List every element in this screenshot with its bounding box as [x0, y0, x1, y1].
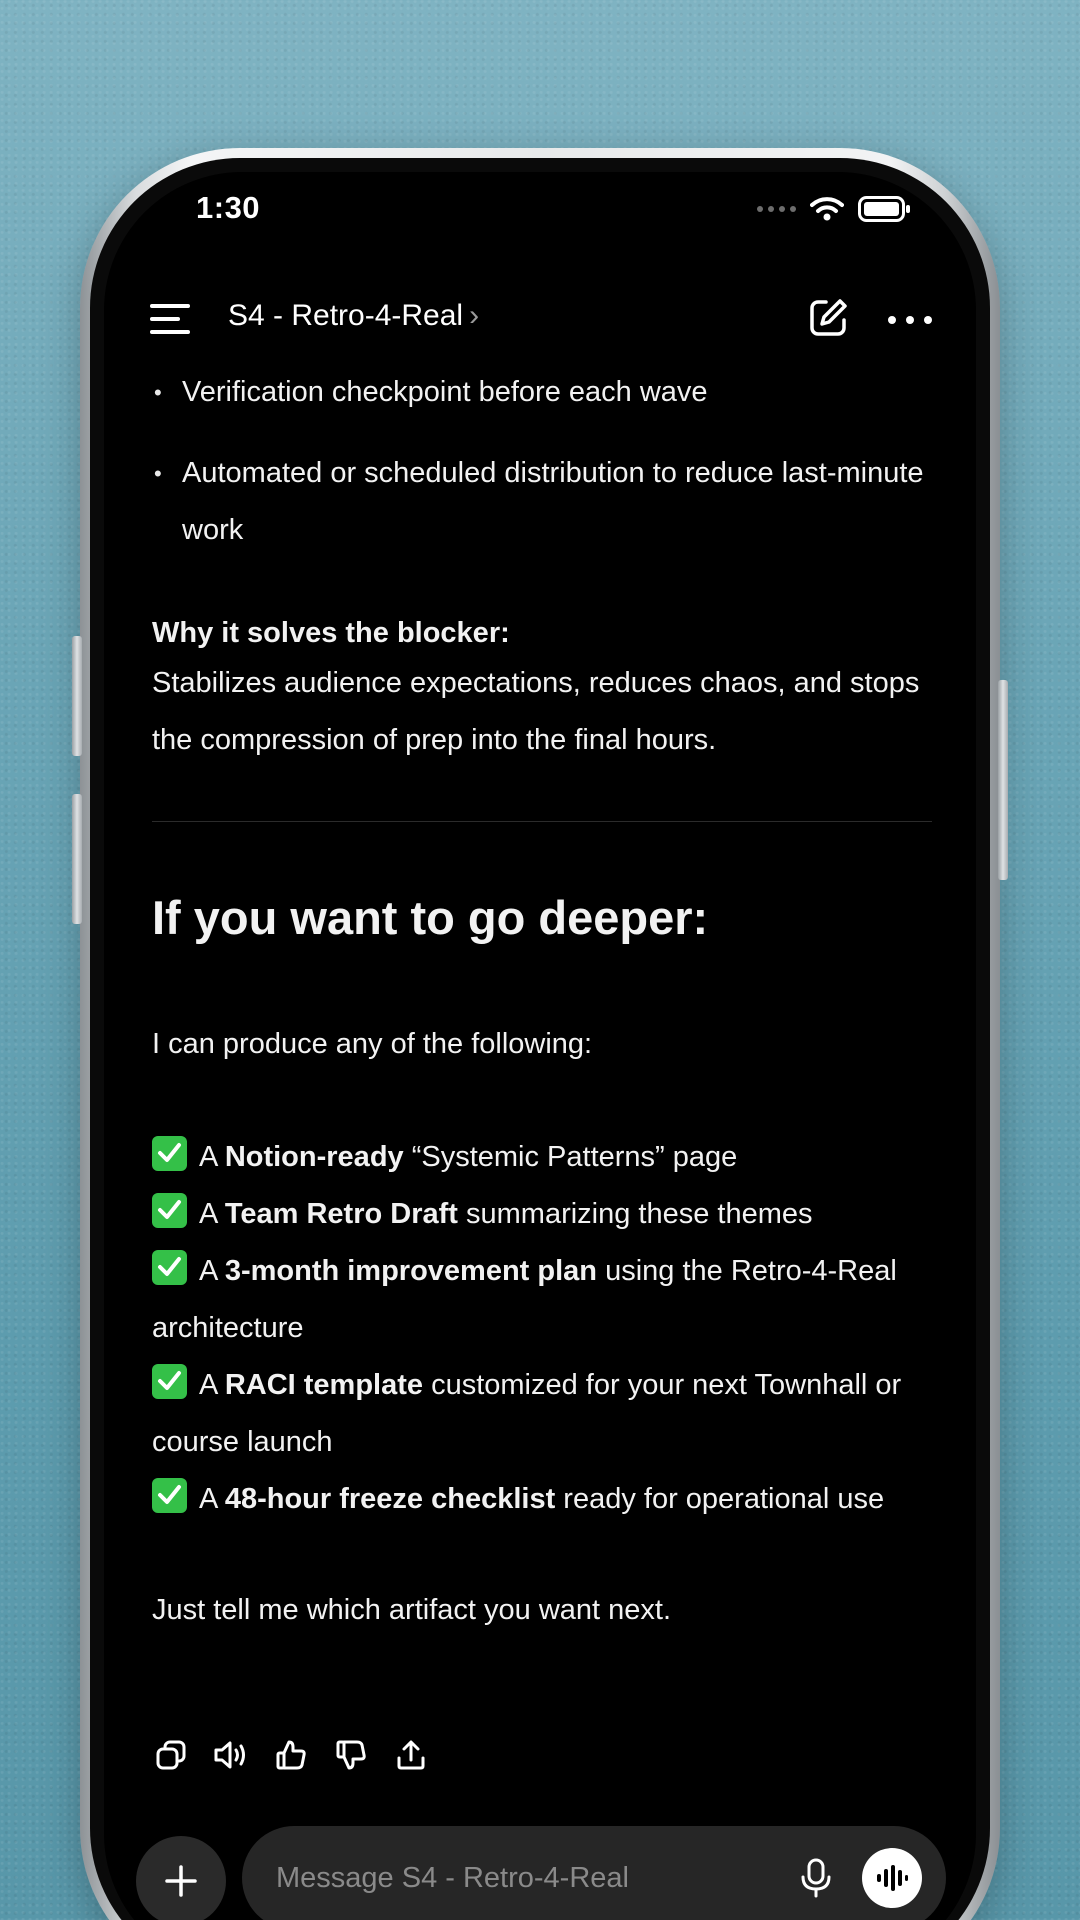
check-mark-icon [152, 1364, 187, 1399]
chevron-right-icon: › [469, 299, 480, 332]
side-button-silent [72, 636, 82, 756]
message-actions [152, 1736, 430, 1774]
wifi-icon [810, 196, 844, 222]
status-bar [104, 172, 976, 272]
new-chat-compose-icon[interactable] [806, 296, 850, 340]
option-prefix: A [199, 1483, 225, 1515]
status-time: 1:30 [196, 190, 261, 225]
chat-header [104, 272, 976, 368]
copy-icon[interactable] [152, 1736, 190, 1774]
option-bold: 3-month improvement plan [224, 1255, 598, 1287]
intro-text: I can produce any of the following: [152, 1028, 593, 1060]
thumbs-up-icon[interactable] [272, 1736, 310, 1774]
message-input[interactable] [274, 1852, 758, 1904]
why-block [152, 611, 932, 769]
check-mark-icon [152, 1193, 187, 1228]
option-prefix: A [199, 1141, 225, 1173]
assistant-message [152, 364, 932, 1639]
bullet-list [152, 364, 932, 559]
option-item [152, 1243, 932, 1357]
read-aloud-icon[interactable] [212, 1736, 250, 1774]
list-item: • Automated or scheduled distribution to reduce last-minute work [152, 445, 932, 559]
closing-text: Just tell me which artifact you want next. [152, 1594, 671, 1626]
voice-mode-button[interactable] [862, 1848, 922, 1908]
why-heading: Why it solves the blocker: [152, 617, 510, 649]
option-bold: 48-hour freeze checklist [224, 1483, 556, 1515]
option-bold: RACI template [224, 1369, 424, 1401]
option-rest: customized for your next Townhall or course launch [152, 1369, 902, 1458]
thumbs-down-icon[interactable] [332, 1736, 370, 1774]
cellular-signal-icon [757, 206, 796, 212]
message-composer [242, 1826, 946, 1920]
plus-icon [164, 1864, 198, 1898]
add-attachment-button[interactable] [136, 1836, 226, 1920]
status-icons [757, 196, 912, 222]
list-item: • Verification checkpoint before each wave [152, 364, 932, 421]
microphone-icon[interactable] [794, 1856, 838, 1900]
option-item [152, 1129, 932, 1186]
sidebar-menu-icon[interactable] [150, 302, 190, 336]
option-prefix: A [199, 1369, 225, 1401]
audio-waveform-icon [875, 1863, 909, 1893]
check-mark-icon [152, 1136, 187, 1171]
option-item [152, 1186, 932, 1243]
option-bold: Team Retro Draft [224, 1198, 458, 1230]
side-button-power [998, 680, 1008, 880]
option-prefix: A [199, 1255, 225, 1287]
option-rest: summarizing these themes [457, 1198, 813, 1230]
option-item [152, 1471, 932, 1528]
check-mark-icon [152, 1478, 187, 1513]
chat-title-button[interactable] [228, 299, 479, 333]
divider [152, 821, 932, 822]
check-mark-icon [152, 1250, 187, 1285]
phone-screen [104, 172, 976, 1920]
chat-title: S4 - Retro-4-Real [228, 299, 464, 332]
more-options-icon[interactable] [888, 300, 932, 340]
battery-icon [858, 196, 912, 222]
option-rest: “Systemic Patterns” page [403, 1141, 738, 1173]
option-rest: using the Retro-4-Real architecture [152, 1255, 897, 1344]
section-heading: If you want to go deeper: [152, 891, 709, 944]
option-item [152, 1357, 932, 1471]
option-list [152, 1129, 932, 1528]
option-rest: ready for operational use [555, 1483, 885, 1515]
option-prefix: A [199, 1198, 225, 1230]
option-bold: Notion-ready [224, 1141, 404, 1173]
why-body: Stabilizes audience expectations, reduces chaos, and stops the compression of prep into the final hours. [152, 667, 920, 756]
side-button-volume [72, 794, 82, 924]
share-icon[interactable] [392, 1736, 430, 1774]
